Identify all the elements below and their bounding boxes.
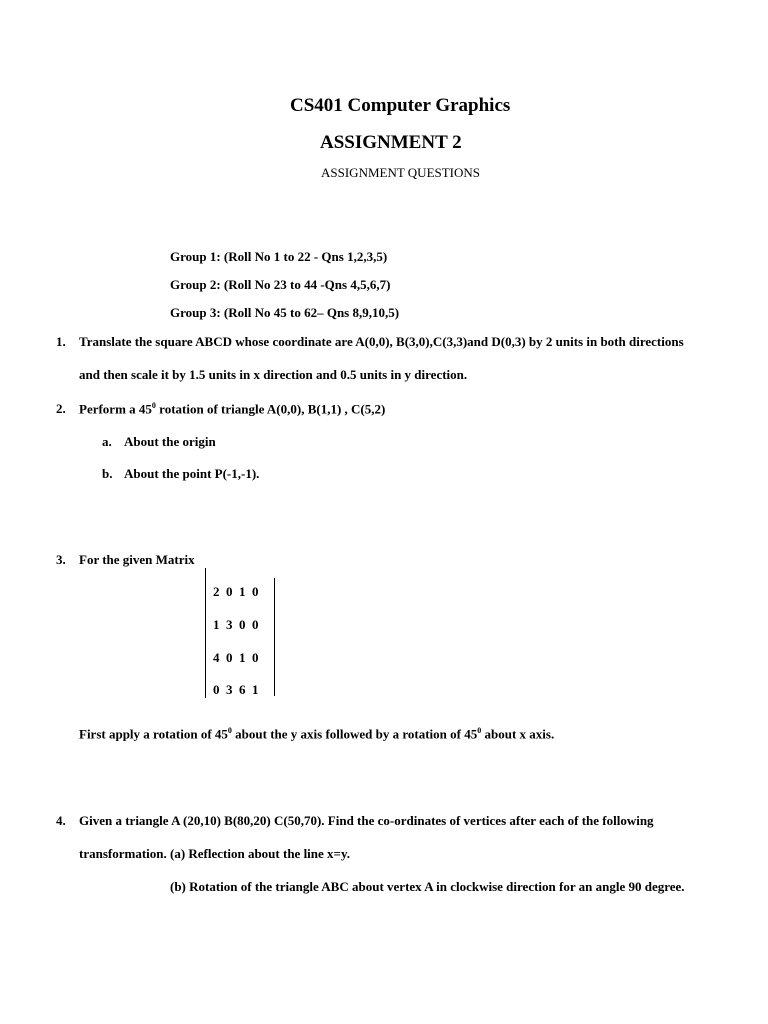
question-2b-text: About the point P(-1,-1). [124,466,260,481]
matrix-right-bracket [274,578,275,696]
question-1-number: 1. [56,334,66,349]
degree-superscript: 0 [227,726,232,735]
question-3-instruction: First apply a rotation of $45^0$ about the y axis followed by a rotation of $45^0$ about x axis. [79,726,555,742]
assignment-subheading: ASSIGNMENT QUESTIONS [321,165,481,180]
question-1-line-1: Translate the square ABCD whose coordinate are A(0,0), B(3,0),C(3,3)and D(0,3) by 2 units in both directions [79,334,684,349]
question-2-text: Perform a $45^0$ rotation of triangle A(0,0), B(1,1) , C(5,2) [79,401,386,417]
matrix-row: 2 0 1 0 [213,584,259,599]
question-2b-label: b. [102,466,113,481]
question-2a-text: About the origin [124,434,216,449]
question-4-line-1: Given a triangle A (20,10) B(80,20) C(50,70). Find the co-ordinates of vertices after each of the following [79,813,654,828]
group-3-line: Group 3: (Roll No 45 to 62– Qns 8,9,10,5) [170,305,400,320]
matrix-row: 1 3 0 0 [213,617,259,632]
question-2a-label: a. [102,434,112,449]
group-1-line: Group 1: (Roll No 1 to 22 - Qns 1,2,3,5) [170,249,388,264]
group-2-line: Group 2: (Roll No 23 to 44 -Qns 4,5,6,7) [170,277,391,292]
matrix-row: 0 3 6 1 [213,682,259,697]
degree-superscript: 0 [477,726,482,735]
question-1-line-2: and then scale it by 1.5 units in x direction and 0.5 units in y direction. [79,367,468,382]
question-3-text: For the given Matrix [79,552,195,567]
matrix-row: 4 0 1 0 [213,650,259,665]
question-4-number: 4. [56,813,66,828]
question-4-line-3: (b) Rotation of the triangle ABC about vertex A in clockwise direction for an angle 90 degree. [170,879,685,894]
question-2-number: 2. [56,401,66,416]
question-4-line-2: transformation. (a) Reflection about the line x=y. [79,846,350,861]
question-3-number: 3. [56,552,66,567]
matrix-left-bracket [205,568,206,698]
degree-superscript: 0 [151,401,156,410]
assignment-title: ASSIGNMENT 2 [320,132,462,153]
course-title: CS401 Computer Graphics [290,95,511,116]
